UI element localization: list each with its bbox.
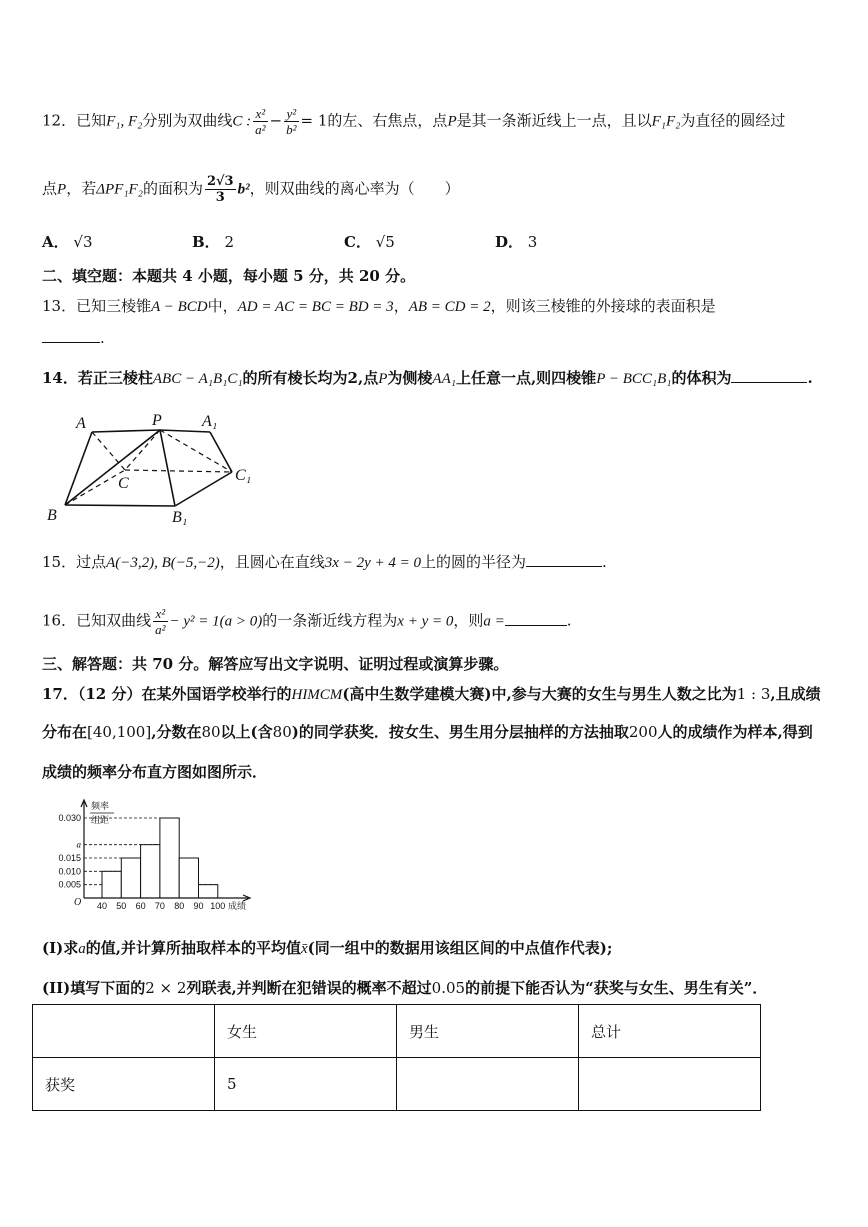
edge-A-P xyxy=(92,430,160,432)
x-tick-label: 40 xyxy=(96,901,108,911)
histogram-bar xyxy=(121,858,140,898)
label-B: B xyxy=(47,507,57,524)
prism-figure xyxy=(42,408,272,538)
table-header-row xyxy=(33,1005,761,1058)
section-2-heading: 二、填空题：本题共 4 小题，每小题 5 分，共 20 分。 xyxy=(42,267,416,285)
edge-B-B1 xyxy=(65,505,175,506)
y-tick-label: 0.005 xyxy=(58,879,81,890)
hidden-edge-A-C xyxy=(92,432,125,470)
label-A1: A₁ xyxy=(202,413,218,430)
edge-P-A1 xyxy=(160,430,210,432)
histogram-bar xyxy=(160,818,179,898)
edge-P-B1 xyxy=(160,430,175,506)
q16-fraction: $\frac{\text{x²}}{\text{a²}}$ xyxy=(155,606,166,637)
ylabel-bottom: 组距 xyxy=(91,816,110,826)
edge-A1-C1 xyxy=(210,432,232,472)
edge-B1-C1 xyxy=(175,472,232,506)
hidden-edge-P-C xyxy=(125,430,160,470)
origin-label: O xyxy=(74,897,82,908)
frequency-histogram xyxy=(48,796,268,916)
table-header-cell: 男生 xyxy=(397,1005,579,1058)
hidden-edge-B-C xyxy=(65,470,125,505)
q12-option-c[interactable]: C． √5 xyxy=(344,233,395,251)
y-tick-label: 0.030 xyxy=(58,813,81,823)
y-tick-label: 0.015 xyxy=(58,853,81,863)
table-header-cell: 女生 xyxy=(215,1005,397,1058)
q12-option-d[interactable]: D． 3 xyxy=(495,233,538,251)
table-header-cell: 总计 xyxy=(579,1005,761,1058)
q13-line: 13．已知三棱锥A − BCD中，AD = AC = BC = BD = 3，AB = CD = 2，则该三棱锥的外接球的表面积是 xyxy=(42,297,716,315)
table-cell[interactable] xyxy=(579,1058,761,1111)
q12-option-b[interactable]: B． 2 xyxy=(192,233,235,251)
hidden-edge-C-C1 xyxy=(125,470,232,472)
x-tick-label: 50 xyxy=(116,901,127,911)
section-3-heading: 三、解答题：共 70 分。解答应写出文字说明、证明过程或演算步骤。 xyxy=(42,655,509,673)
histogram-bar xyxy=(102,871,121,898)
histogram-bar xyxy=(199,885,218,898)
q16-line: 16．已知双曲线 $\frac{\text{x²}}{\text{a²}}$ − y² = 1(a > 0)的一条渐近线方程为x + y = 0，则a = . xyxy=(42,606,572,637)
contingency-table xyxy=(32,1004,761,1111)
label-C: C xyxy=(118,475,129,492)
q16-answer-blank[interactable] xyxy=(505,611,567,626)
ylabel-top: 频率 xyxy=(91,802,110,812)
label-C1: C₁ xyxy=(235,467,252,484)
q15-answer-blank[interactable] xyxy=(526,552,602,567)
x-tick-label: 80 xyxy=(174,901,185,911)
label-A: A xyxy=(76,415,86,432)
table-cell[interactable] xyxy=(397,1058,579,1111)
histogram-bar xyxy=(141,845,160,898)
table-header-cell xyxy=(33,1005,215,1058)
q13-answer-blank[interactable]: . xyxy=(42,328,105,348)
table-cell: 获奖 xyxy=(33,1058,215,1111)
q17-line2: 分布在[40,100],分数在80以上(含80)的同学获奖．按女生、男生用分层抽样的方法抽取200人的成绩作为样本,得到 xyxy=(42,723,813,741)
q12-line2: 点P，若ΔPF₁F₂的面积为 $\frac{2√3}{3}$ b²，则双曲线的离心率为（ ） xyxy=(42,174,460,205)
y-tick-label: a xyxy=(76,839,81,850)
x-tick-label: 70 xyxy=(154,901,165,911)
q14-line: 14．若正三棱柱ABC − A₁B₁C₁的所有棱长均为2,点P为侧棱AA₁上任意一点,则四棱锥P − BCC₁B₁的体积为 . xyxy=(42,369,813,387)
label-B1: B₁ xyxy=(172,509,188,526)
q12-fraction-x: $\frac{\text{x²}}{\text{a²}}$ xyxy=(255,106,266,137)
y-tick-label: 0.010 xyxy=(58,866,81,877)
x-tick-label: 60 xyxy=(135,901,146,911)
q17-line1: 17．（12 分）在某外国语学校举行的HIMCM(高中生数学建模大赛)中,参与大赛的女生与男生人数之比为1 : 3,且成绩 xyxy=(42,685,821,703)
q15-line: 15．过点A(−3,2), B(−5,−2)，且圆心在直线3x − 2y + 4 = 0上的圆的半径为 . xyxy=(42,553,607,571)
q12-fraction-y: $\frac{\text{y²}}{\text{b²}}$ xyxy=(286,106,297,137)
label-P: P xyxy=(152,412,162,429)
q17-line3: 成绩的频率分布直方图如图所示． xyxy=(42,763,268,781)
x-tick-label: 100 xyxy=(210,901,226,911)
table-cell[interactable]: 5 xyxy=(215,1058,397,1111)
q14-answer-blank[interactable] xyxy=(731,368,807,383)
table-row xyxy=(33,1058,761,1111)
q12-option-a[interactable]: A． √3 xyxy=(42,233,93,251)
q12-line1: 12．已知F₁, F₂分别为双曲线C : $\frac{\text{x²}}{\text{a²}}$ − $\frac{\text{y²}}{\text{b²}}$ = 1的左、右焦点，点P是其一条渐近线上一点，且以F₁F₂为直径的圆经过 xyxy=(42,106,786,137)
q17-part1: (I)求a的值,并计算所抽取样本的平均值x̄(同一组中的数据用该组区间的中点值作代表); xyxy=(42,939,613,957)
q17-part2: (II)填写下面的2 × 2列联表,并判断在犯错误的概率不超过0.05的前提下能否认为“获奖与女生、男生有关”． xyxy=(42,979,768,997)
q12-area-fraction: $\frac{2√3}{3}$ xyxy=(206,174,234,205)
xlabel: 成绩 xyxy=(228,902,247,912)
x-tick-label: 90 xyxy=(193,901,204,911)
histogram-bar xyxy=(179,858,198,898)
